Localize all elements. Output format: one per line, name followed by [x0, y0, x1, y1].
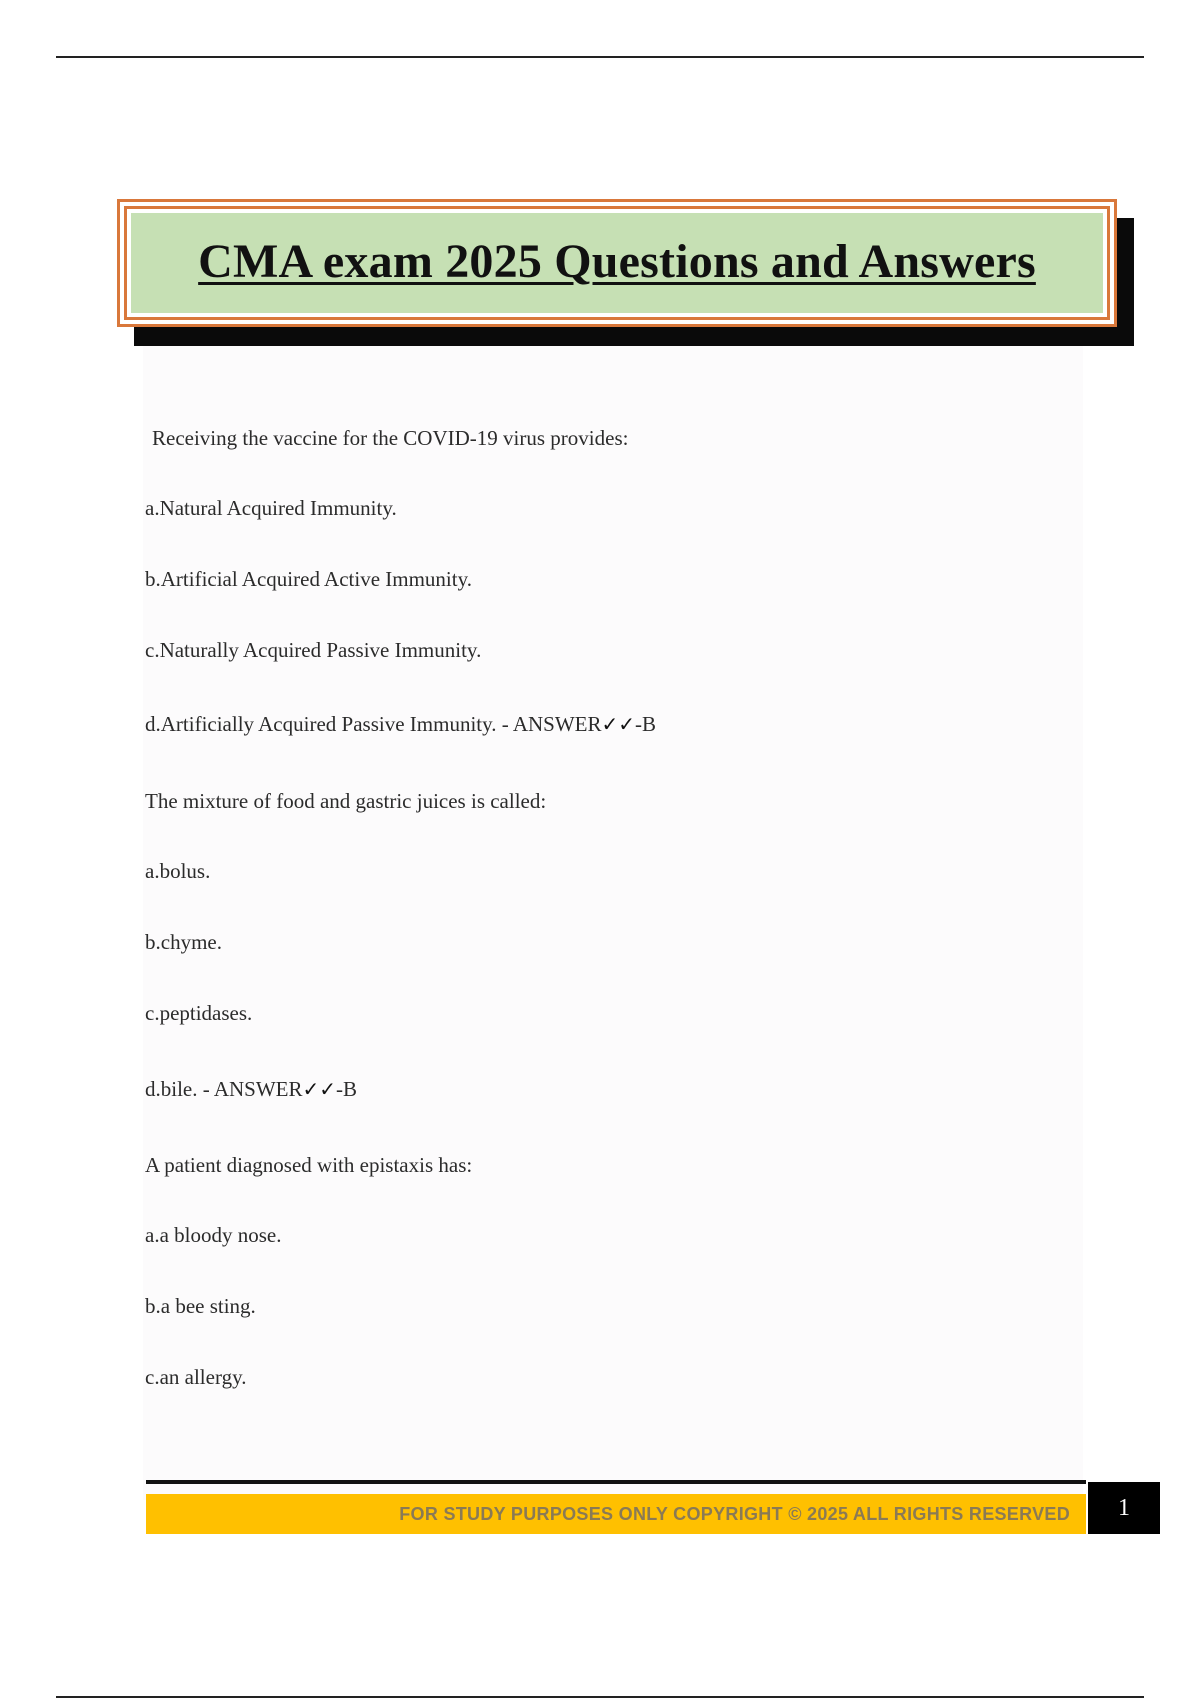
- top-rule: [56, 56, 1144, 58]
- title-box-fill: [131, 213, 1103, 313]
- question-1-option-a: a.Natural Acquired Immunity.: [145, 496, 397, 520]
- footer-rule: [146, 1480, 1086, 1484]
- footer-copyright: FOR STUDY PURPOSES ONLY COPYRIGHT © 2025 ALL RIGHTS RESERVED: [399, 1503, 1070, 1524]
- question-2-option-d-line: [145, 1077, 357, 1102]
- footer-banner: [146, 1494, 1086, 1534]
- question-1-prompt: Receiving the vaccine for the COVID-19 virus provides:: [152, 426, 629, 450]
- question-3-option-a: a.a bloody nose.: [145, 1223, 282, 1247]
- question-2-option-a: a.bolus.: [145, 859, 211, 883]
- question-1-option-d: d.Artificially Acquired Passive Immunity. - ANSWER: [145, 712, 602, 736]
- question-2-option-b: b.chyme.: [145, 930, 222, 954]
- check-mark-icon: ✓✓: [601, 712, 636, 736]
- question-3-prompt: A patient diagnosed with epistaxis has:: [145, 1153, 473, 1177]
- question-2-option-c: c.peptidases.: [145, 1001, 253, 1025]
- question-1-answer: -B: [635, 712, 657, 736]
- page-number: 1: [1088, 1482, 1160, 1534]
- document-title: CMA exam 2025 Questions and Answers: [198, 234, 1036, 288]
- question-2-answer: -B: [336, 1077, 358, 1101]
- question-3-option-c: c.an allergy.: [145, 1365, 247, 1389]
- question-1-option-d-line: [145, 712, 656, 737]
- question-3-option-b: b.a bee sting.: [145, 1294, 256, 1318]
- title-box: [117, 199, 1117, 327]
- title-box-frame: [124, 206, 1110, 320]
- check-mark-icon: ✓✓: [302, 1077, 337, 1101]
- question-2-prompt: The mixture of food and gastric juices is called:: [145, 789, 547, 813]
- bottom-rule: [56, 1696, 1144, 1698]
- question-2-option-d: d.bile. - ANSWER: [145, 1077, 303, 1101]
- question-1-option-c: c.Naturally Acquired Passive Immunity.: [145, 638, 482, 662]
- question-1-option-b: b.Artificial Acquired Active Immunity.: [145, 567, 472, 591]
